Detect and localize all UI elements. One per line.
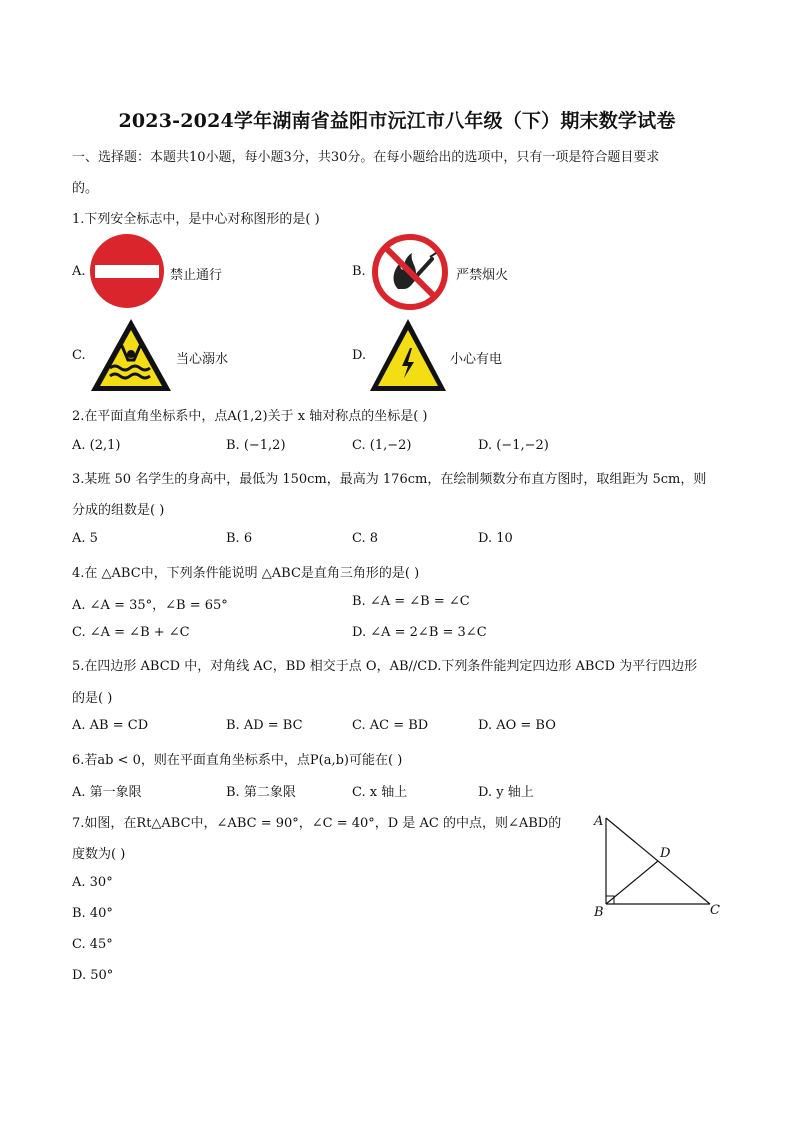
q1-option-d-letter: D. <box>352 348 367 363</box>
q1-option-c-label: 当心溺水 <box>176 352 229 367</box>
q6-option-a: A. 第一象限 <box>72 785 142 800</box>
figure-label-d: D <box>660 846 671 861</box>
q3-option-b: B. 6 <box>226 531 253 546</box>
section-heading-line2: 的。 <box>72 181 99 196</box>
question-1-stem: 1.下列安全标志中，是中心对称图形的是( ) <box>72 212 320 227</box>
figure-label-c: C <box>710 903 720 918</box>
question-7-stem-line2: 度数为( ) <box>72 847 126 862</box>
q6-option-c: C. x 轴上 <box>352 785 408 800</box>
question-4-stem: 4.在 △ABC中，下列条件能说明 △ABC是直角三角形的是( ) <box>72 566 420 581</box>
q7-option-c: C. 45° <box>72 937 113 952</box>
question-6-stem: 6.若ab < 0，则在平面直角坐标系中，点P(a,b)可能在( ) <box>72 753 403 768</box>
q5-option-a: A. AB = CD <box>72 718 149 733</box>
q2-option-c: C. (1,−2) <box>352 438 412 453</box>
q1-option-a-letter: A. <box>72 264 86 279</box>
q7-option-d: D. 50° <box>72 968 114 983</box>
question-5-stem-line2: 的是( ) <box>72 691 113 706</box>
q7-option-b: B. 40° <box>72 906 113 921</box>
q3-option-a: A. 5 <box>72 531 98 546</box>
q6-option-d: D. y 轴上 <box>478 785 534 800</box>
q7-triangle-figure <box>588 808 728 924</box>
q5-option-d: D. AO = BO <box>478 718 556 733</box>
q2-option-b: B. (−1,2) <box>226 438 286 453</box>
q5-option-c: C. AC = BD <box>352 718 429 733</box>
q2-option-a: A. (2,1) <box>72 438 121 453</box>
figure-label-b: B <box>594 905 604 920</box>
section-heading-line1: 一、选择题：本题共10小题，每小题3分，共30分。在每小题给出的选项中，只有一项是符合题目要求 <box>72 150 660 165</box>
q1-option-d-label: 小心有电 <box>450 352 503 367</box>
q4-option-c: C. ∠A = ∠B + ∠C <box>72 625 190 640</box>
q1-option-b-label: 严禁烟火 <box>456 268 509 283</box>
q3-option-c: C. 8 <box>352 531 379 546</box>
q1-option-b-letter: B. <box>352 264 366 279</box>
q6-option-b: B. 第二象限 <box>226 785 296 800</box>
q4-option-d: D. ∠A = 2∠B = 3∠C <box>352 625 487 640</box>
page-title: 2023-2024学年湖南省益阳市沅江市八年级（下）期末数学试卷 <box>118 110 676 132</box>
figure-label-a: A <box>594 814 604 829</box>
question-5-stem-line1: 5.在四边形 ABCD 中，对角线 AC，BD 相交于点 O，AB//CD.下列条件能判定四边形 ABCD 为平行四边形 <box>72 659 698 674</box>
q3-option-d: D. 10 <box>478 531 513 546</box>
question-3-stem-line2: 分成的组数是( ) <box>72 503 165 518</box>
q4-option-b: B. ∠A = ∠B = ∠C <box>352 594 470 609</box>
no-fire-sign-icon <box>368 233 452 311</box>
q1-option-a-label: 禁止通行 <box>170 268 223 283</box>
q4-option-a: A. ∠A = 35°，∠B = 65° <box>72 598 228 613</box>
q2-option-d: D. (−1,−2) <box>478 438 549 453</box>
q5-option-b: B. AD = BC <box>226 718 303 733</box>
electric-hazard-sign-icon <box>368 316 448 394</box>
q1-option-c-letter: C. <box>72 348 86 363</box>
question-3-stem-line1: 3.某班 50 名学生的身高中，最低为 150cm，最高为 176cm，在绘制频数分布直方图时，取组距为 5cm，则 <box>72 472 707 487</box>
question-7-stem-line1: 7.如图，在Rt△ABC中，∠ABC = 90°，∠C = 40°，D 是 AC 的中点，则∠ABD的 <box>72 816 562 831</box>
no-entry-sign-icon <box>89 233 165 309</box>
question-2-stem: 2.在平面直角坐标系中，点A(1,2)关于 x 轴对称点的坐标是( ) <box>72 409 428 424</box>
q7-option-a: A. 30° <box>72 875 113 890</box>
drowning-warning-sign-icon <box>88 316 174 394</box>
